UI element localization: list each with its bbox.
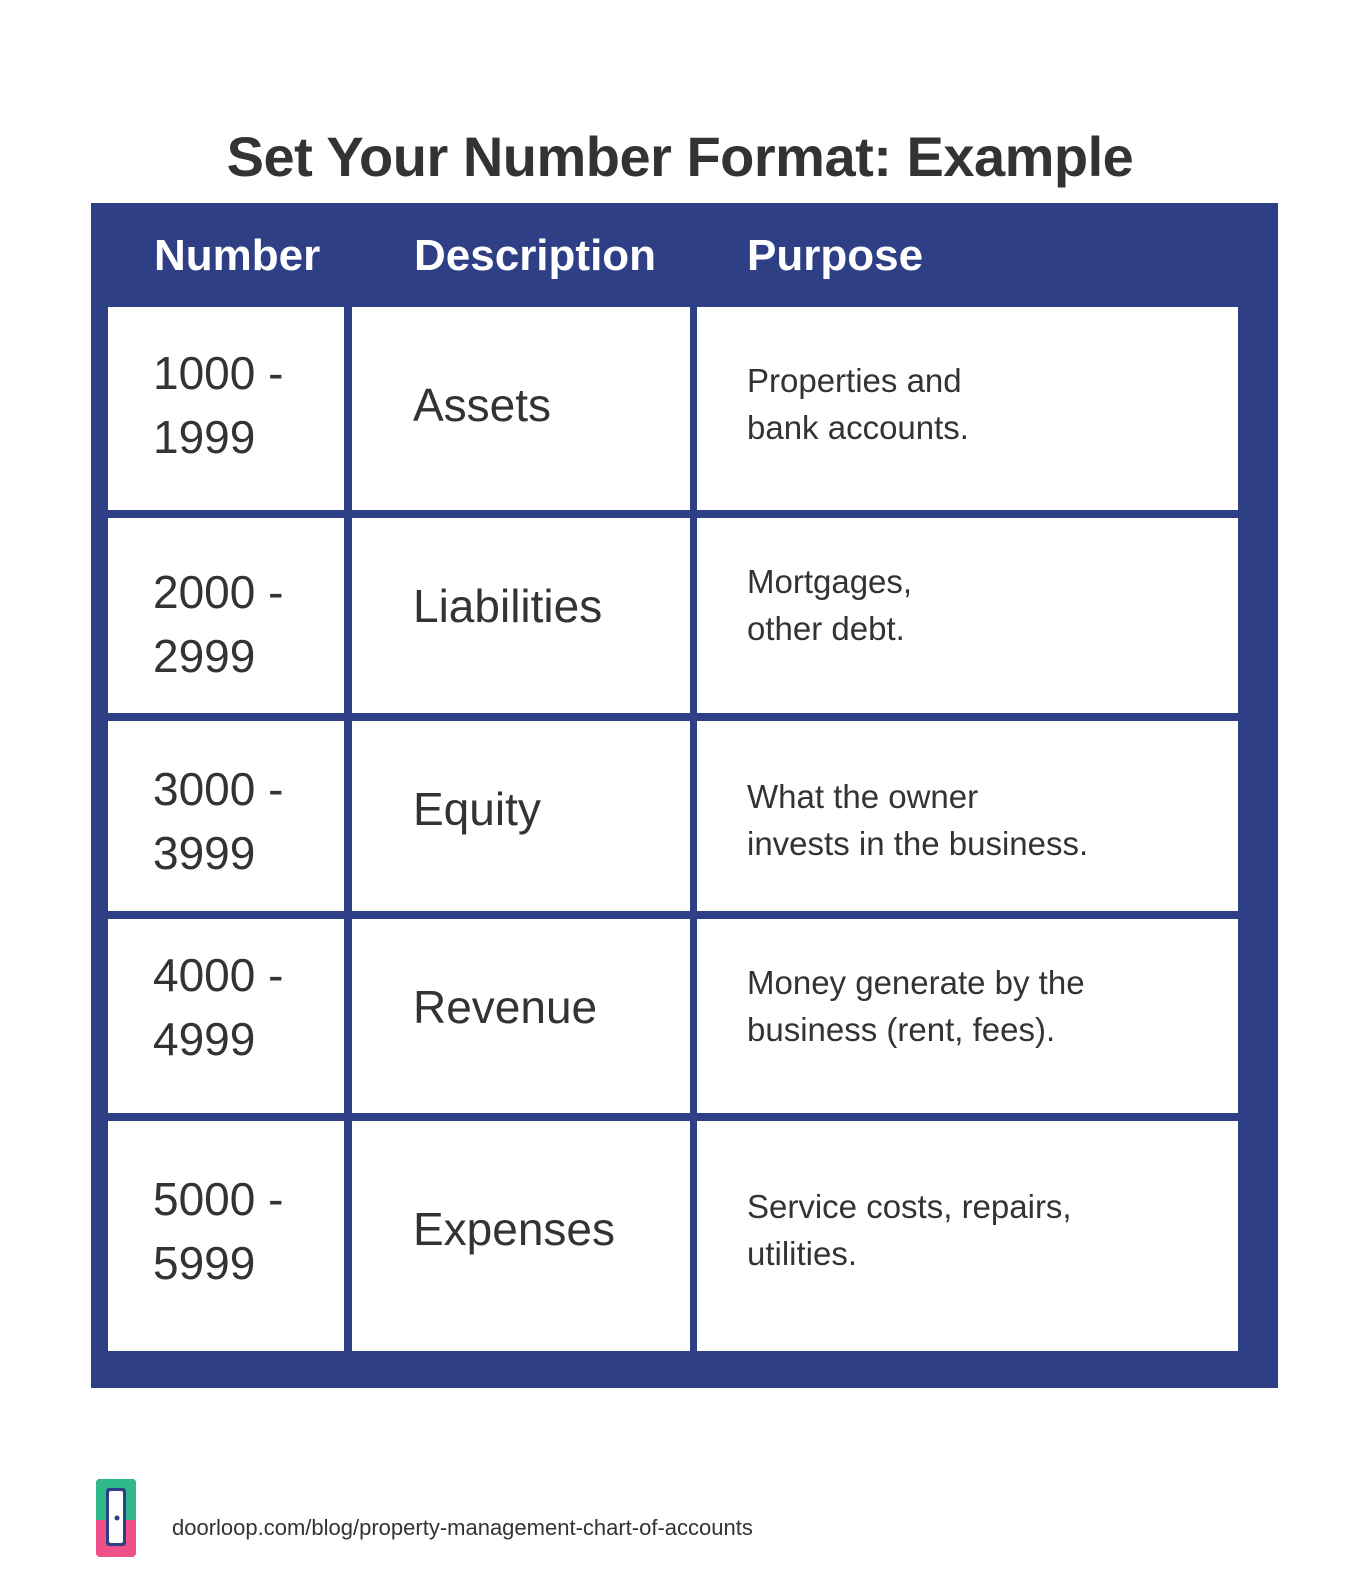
row-2-purpose: Mortgages, other debt. — [747, 563, 913, 647]
row-5-number: 5000 - 5999 — [153, 1173, 284, 1289]
row-4-purpose: Money generate by the business (rent, fees). — [747, 964, 1085, 1048]
row-1-number: 1000 - 1999 — [153, 347, 284, 463]
table-row-1-purpose-cell — [697, 307, 1238, 510]
row-3-number: 3000 - 3999 — [153, 763, 284, 879]
row-1-purpose: Properties and bank accounts. — [747, 362, 969, 446]
row-4-number: 4000 - 4999 — [153, 949, 284, 1065]
row-2-number: 2000 - 2999 — [153, 566, 284, 682]
table-row-4-purpose-cell — [697, 919, 1238, 1113]
row-4-description: Revenue — [413, 981, 598, 1033]
source-url[interactable]: doorloop.com/blog/property-management-chart-of-accounts — [172, 1515, 753, 1540]
row-5-purpose: Service costs, repairs, utilities. — [747, 1188, 1072, 1272]
row-3-purpose: What the owner invests in the business. — [747, 778, 1089, 862]
row-2-description: Liabilities — [413, 580, 603, 632]
row-1-description: Assets — [413, 379, 552, 431]
table-row-2-description-cell — [352, 518, 690, 713]
table-row-4-description-cell — [352, 919, 690, 1113]
number-format-table — [91, 203, 1278, 1388]
header-number: Number — [154, 231, 321, 280]
header-description: Description — [414, 231, 657, 280]
table-row-1-number-cell — [108, 307, 344, 510]
row-3-description: Equity — [413, 783, 541, 835]
table-row-1-description-cell — [352, 307, 690, 510]
table-row-2-number-cell — [108, 518, 344, 713]
table-row-3-purpose-cell — [697, 721, 1238, 911]
table-row-4-number-cell — [108, 919, 344, 1113]
table-row-3-number-cell — [108, 721, 344, 911]
table-row-3-description-cell — [352, 721, 690, 911]
row-5-description: Expenses — [413, 1203, 616, 1255]
table-row-5-number-cell — [108, 1121, 344, 1351]
page-title: Set Your Number Format: Example — [226, 124, 1134, 188]
table-row-5-description-cell — [352, 1121, 690, 1351]
table-row-2-purpose-cell — [697, 518, 1238, 713]
table-row-5-purpose-cell — [697, 1121, 1238, 1351]
header-purpose: Purpose — [747, 231, 924, 280]
doorloop-door-logo-icon — [93, 1476, 141, 1560]
